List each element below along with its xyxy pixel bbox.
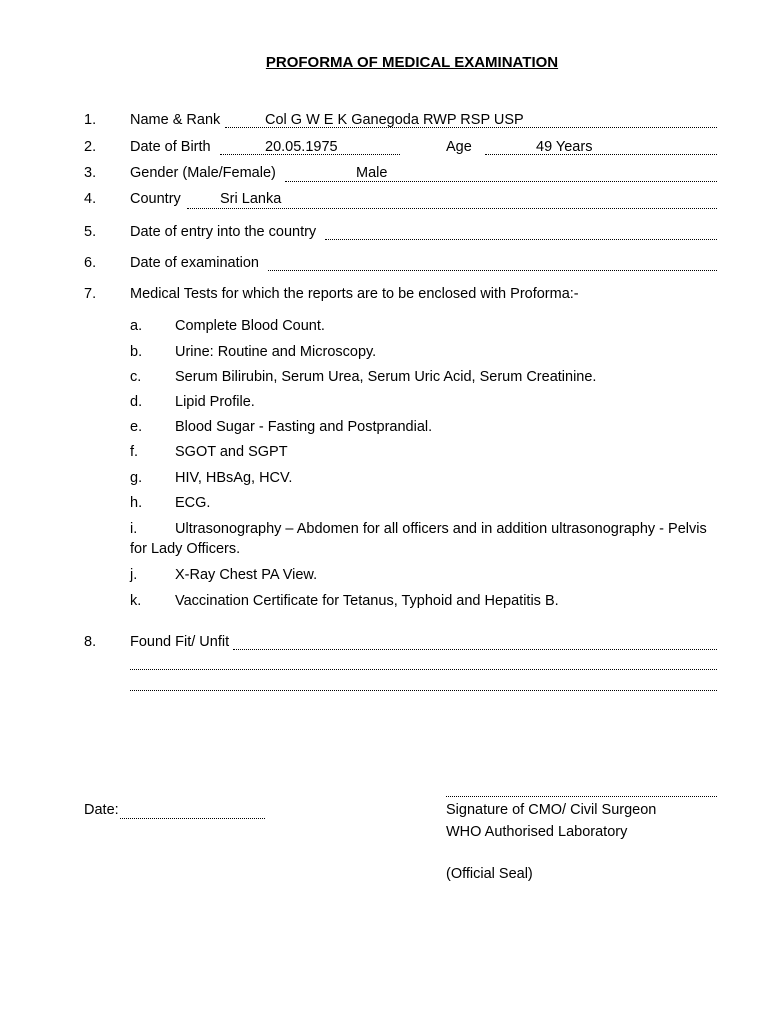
date-field[interactable] — [120, 818, 265, 819]
date-label: Date: — [84, 802, 119, 818]
country-line — [187, 208, 717, 209]
exam-date-label: Date of examination — [130, 255, 259, 271]
test-letter: d. — [130, 394, 143, 410]
official-seal-caption: (Official Seal) — [446, 866, 533, 882]
fit-unfit-line-3[interactable] — [130, 690, 717, 691]
test-letter: h. — [130, 495, 143, 511]
test-letter: f. — [130, 444, 139, 460]
gender-line — [285, 181, 717, 182]
name-rank-value[interactable]: Col G W E K Ganegoda RWP RSP USP — [265, 112, 524, 128]
test-letter: a. — [130, 318, 143, 334]
test-item: Ultrasonography – Abdomen for all officers and in addition ultrasonography - Pelvis — [175, 521, 707, 537]
item-number: 3. — [84, 165, 97, 181]
fit-unfit-label: Found Fit/ Unfit — [130, 634, 230, 650]
country-label: Country — [130, 191, 181, 207]
test-item: HIV, HBsAg, HCV. — [175, 470, 293, 486]
test-item: Vaccination Certificate for Tetanus, Typhoid and Hepatitis B. — [175, 593, 559, 609]
test-letter: b. — [130, 344, 143, 360]
test-item: Lipid Profile. — [175, 394, 255, 410]
signature-caption: Signature of CMO/ Civil Surgeon — [446, 802, 657, 818]
gender-label: Gender (Male/Female) — [130, 165, 276, 181]
dob-value[interactable]: 20.05.1975 — [265, 139, 338, 155]
exam-date-field[interactable] — [268, 270, 717, 271]
item-number: 2. — [84, 139, 97, 155]
item-number: 1. — [84, 112, 97, 128]
test-item: Serum Bilirubin, Serum Urea, Serum Uric Acid, Serum Creatinine. — [175, 369, 597, 385]
test-letter: j. — [130, 567, 138, 583]
item-number: 5. — [84, 224, 97, 240]
test-letter: k. — [130, 593, 142, 609]
test-item: Complete Blood Count. — [175, 318, 325, 334]
age-value[interactable]: 49 Years — [536, 139, 593, 155]
gender-value[interactable]: Male — [356, 165, 388, 181]
entry-date-field[interactable] — [325, 239, 717, 240]
test-item: X-Ray Chest PA View. — [175, 567, 318, 583]
item-number: 6. — [84, 255, 97, 271]
entry-date-label: Date of entry into the country — [130, 224, 317, 240]
age-label: Age — [446, 139, 472, 155]
name-rank-label: Name & Rank — [130, 112, 221, 128]
test-item-continuation: for Lady Officers. — [130, 541, 241, 557]
fit-unfit-line-2[interactable] — [130, 669, 717, 670]
document-title: PROFORMA OF MEDICAL EXAMINATION — [265, 54, 559, 71]
signature-line[interactable] — [446, 796, 717, 797]
item-number: 8. — [84, 634, 97, 650]
test-item: SGOT and SGPT — [175, 444, 288, 460]
age-line — [485, 154, 717, 155]
laboratory-caption: WHO Authorised Laboratory — [446, 824, 628, 840]
test-letter: i. — [130, 521, 138, 537]
test-letter: c. — [130, 369, 142, 385]
item-number: 4. — [84, 191, 97, 207]
country-value[interactable]: Sri Lanka — [220, 191, 282, 207]
dob-label: Date of Birth — [130, 139, 211, 155]
test-letter: g. — [130, 470, 143, 486]
test-item: Urine: Routine and Microscopy. — [175, 344, 377, 360]
test-item: ECG. — [175, 495, 211, 511]
tests-heading: Medical Tests for which the reports are to be enclosed with Proforma:- — [130, 286, 579, 302]
test-letter: e. — [130, 419, 143, 435]
item-number: 7. — [84, 286, 97, 302]
fit-unfit-field[interactable] — [233, 649, 717, 650]
test-item: Blood Sugar - Fasting and Postprandial. — [175, 419, 433, 435]
